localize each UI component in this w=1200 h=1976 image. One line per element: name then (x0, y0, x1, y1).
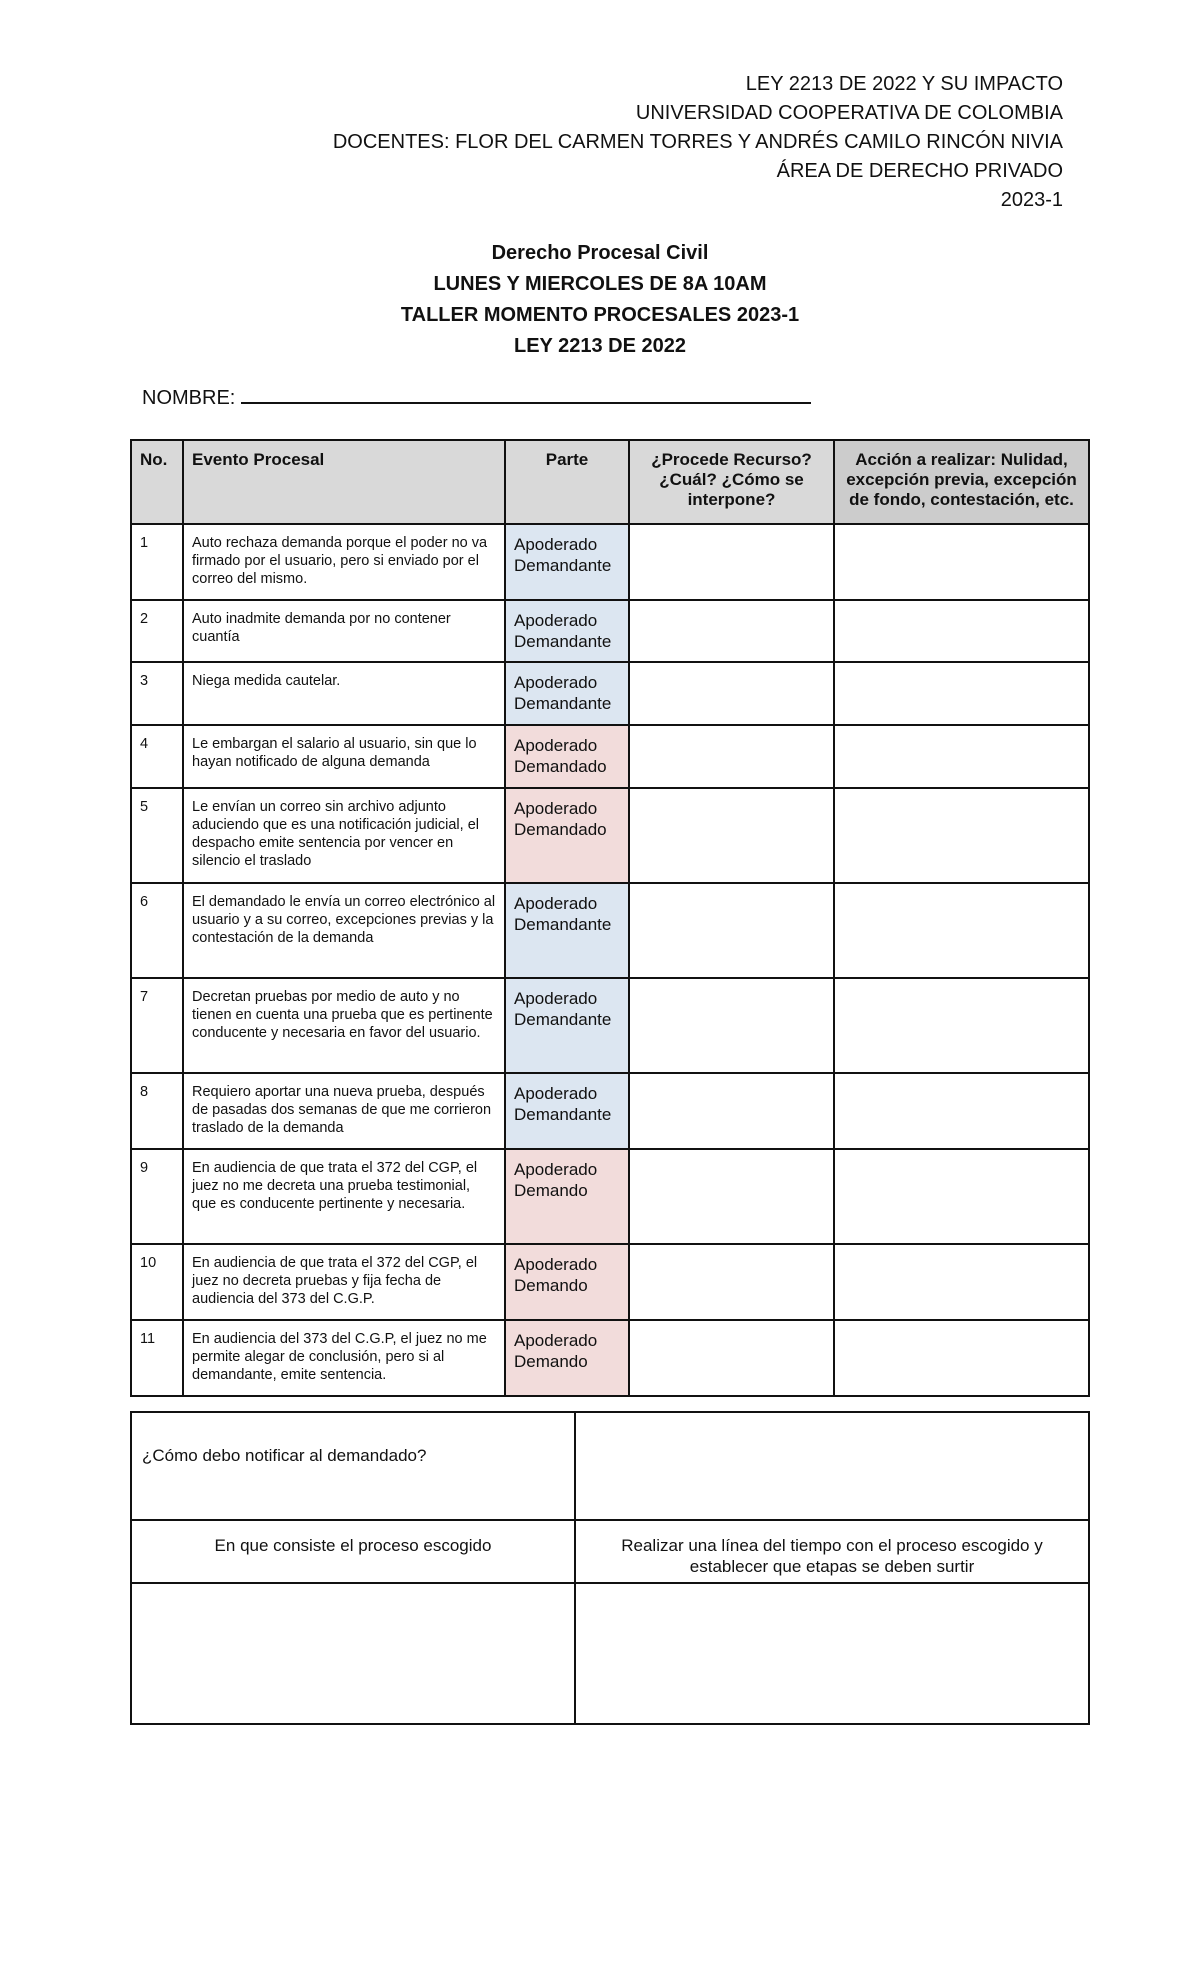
header-action: Acción a realizar: Nulidad, excepción previa, excepción de fondo, contestación, etc. (834, 440, 1089, 524)
notification-answer-cell[interactable] (575, 1412, 1089, 1520)
row-recourse-cell[interactable] (629, 978, 834, 1073)
row-party: Apoderado Demandante (505, 524, 629, 600)
header-line-area: ÁREA DE DERECHO PRIVADO (776, 160, 1063, 182)
row-recourse-cell[interactable] (629, 662, 834, 725)
row-party: Apoderado Demandado (505, 725, 629, 788)
title-subject: Derecho Procesal Civil (491, 242, 709, 264)
row-recourse-cell[interactable] (629, 788, 834, 883)
row-event: Auto inadmite demanda por no contener cuantía (183, 600, 505, 662)
row-recourse-cell[interactable] (629, 883, 834, 978)
row-party: Apoderado Demando (505, 1320, 629, 1396)
row-action-cell[interactable] (834, 725, 1089, 788)
process-header-row (131, 1520, 1089, 1583)
header-party: Parte (505, 440, 629, 524)
name-field (142, 382, 811, 410)
process-answer-row (131, 1583, 1089, 1724)
table-row (131, 978, 1089, 1073)
row-action-cell[interactable] (834, 1073, 1089, 1149)
row-event: Niega medida cautelar. (183, 662, 505, 725)
row-number: 5 (131, 788, 183, 883)
timeline-header: Realizar una línea del tiempo con el proceso escogido y establecer que etapas se deben surtir (575, 1520, 1089, 1583)
row-number: 8 (131, 1073, 183, 1149)
row-number: 10 (131, 1244, 183, 1320)
table-header-row (131, 440, 1089, 524)
row-party: Apoderado Demandante (505, 883, 629, 978)
row-event: En audiencia del 373 del C.G.P, el juez no me permite alegar de conclusión, pero si al demandante, emite sentencia. (183, 1320, 505, 1396)
title-schedule: LUNES Y MIERCOLES DE 8A 10AM (433, 273, 767, 295)
row-party: Apoderado Demandante (505, 978, 629, 1073)
row-recourse-cell[interactable] (629, 1149, 834, 1244)
row-number: 11 (131, 1320, 183, 1396)
row-number: 9 (131, 1149, 183, 1244)
header-line-law: LEY 2213 DE 2022 Y SU IMPACTO (745, 73, 1063, 95)
row-party: Apoderado Demandante (505, 662, 629, 725)
header-line-teachers: DOCENTES: FLOR DEL CARMEN TORRES Y ANDRÉS CAMILO RINCÓN NIVIA (332, 131, 1063, 153)
row-number: 4 (131, 725, 183, 788)
process-description-header: En que consiste el proceso escogido (131, 1520, 575, 1583)
row-action-cell[interactable] (834, 1244, 1089, 1320)
row-action-cell[interactable] (834, 883, 1089, 978)
name-label: NOMBRE: (142, 387, 236, 409)
header-line-period: 2023-1 (1000, 189, 1063, 211)
row-number: 3 (131, 662, 183, 725)
row-recourse-cell[interactable] (629, 1320, 834, 1396)
header-event: Evento Procesal (183, 440, 505, 524)
procedural-events-table (130, 439, 1090, 1397)
row-recourse-cell[interactable] (629, 1244, 834, 1320)
table-row (131, 1320, 1089, 1396)
table-row (131, 600, 1089, 662)
name-blank-line[interactable] (241, 382, 811, 404)
notification-question-row (131, 1412, 1089, 1520)
title-law: LEY 2213 DE 2022 (514, 335, 686, 357)
timeline-answer-cell[interactable] (575, 1583, 1089, 1724)
header-line-university: UNIVERSIDAD COOPERATIVA DE COLOMBIA (635, 102, 1063, 124)
table-row (131, 788, 1089, 883)
notification-question: ¿Cómo debo notificar al demandado? (131, 1412, 575, 1520)
row-recourse-cell[interactable] (629, 725, 834, 788)
row-action-cell[interactable] (834, 1320, 1089, 1396)
row-action-cell[interactable] (834, 600, 1089, 662)
row-party: Apoderado Demando (505, 1244, 629, 1320)
row-party: Apoderado Demandante (505, 1073, 629, 1149)
table-row (131, 662, 1089, 725)
row-number: 2 (131, 600, 183, 662)
process-questions-table (130, 1411, 1090, 1725)
row-event: Le embargan el salario al usuario, sin que lo hayan notificado de alguna demanda (183, 725, 505, 788)
row-action-cell[interactable] (834, 662, 1089, 725)
row-party: Apoderado Demando (505, 1149, 629, 1244)
header-number: No. (131, 440, 183, 524)
row-event: En audiencia de que trata el 372 del CGP, el juez no me decreta una prueba testimonial, que es conducente pertinente y necesaria. (183, 1149, 505, 1244)
table-row (131, 1073, 1089, 1149)
row-action-cell[interactable] (834, 524, 1089, 600)
table-row (131, 1149, 1089, 1244)
row-party: Apoderado Demandado (505, 788, 629, 883)
row-event: Auto rechaza demanda porque el poder no va firmado por el usuario, pero si enviado por el correo del mismo. (183, 524, 505, 600)
row-event: Decretan pruebas por medio de auto y no tienen en cuenta una prueba que es pertinente conducente y necesaria en favor del usuario. (183, 978, 505, 1073)
document-header (333, 70, 1063, 215)
row-recourse-cell[interactable] (629, 1073, 834, 1149)
row-number: 1 (131, 524, 183, 600)
process-description-answer-cell[interactable] (131, 1583, 575, 1724)
row-action-cell[interactable] (834, 1149, 1089, 1244)
table-row (131, 883, 1089, 978)
header-recourse: ¿Procede Recurso? ¿Cuál? ¿Cómo se interpone? (629, 440, 834, 524)
row-event: Le envían un correo sin archivo adjunto aduciendo que es una notificación judicial, el despacho emite sentencia por vencer en silencio el traslado (183, 788, 505, 883)
table-row (131, 1244, 1089, 1320)
row-recourse-cell[interactable] (629, 524, 834, 600)
row-action-cell[interactable] (834, 978, 1089, 1073)
row-event: Requiero aportar una nueva prueba, después de pasadas dos semanas de que me corrieron traslado de la demanda (183, 1073, 505, 1149)
row-number: 7 (131, 978, 183, 1073)
table-row (131, 524, 1089, 600)
table-row (131, 725, 1089, 788)
row-action-cell[interactable] (834, 788, 1089, 883)
row-number: 6 (131, 883, 183, 978)
row-recourse-cell[interactable] (629, 600, 834, 662)
title-workshop: TALLER MOMENTO PROCESALES 2023-1 (400, 304, 800, 326)
row-event: En audiencia de que trata el 372 del CGP, el juez no decreta pruebas y fija fecha de audiencia del 373 del C.G.P. (183, 1244, 505, 1320)
document-title (0, 238, 1200, 362)
row-party: Apoderado Demandante (505, 600, 629, 662)
row-event: El demandado le envía un correo electrónico al usuario y a su correo, excepciones previas y la contestación de la demanda (183, 883, 505, 978)
